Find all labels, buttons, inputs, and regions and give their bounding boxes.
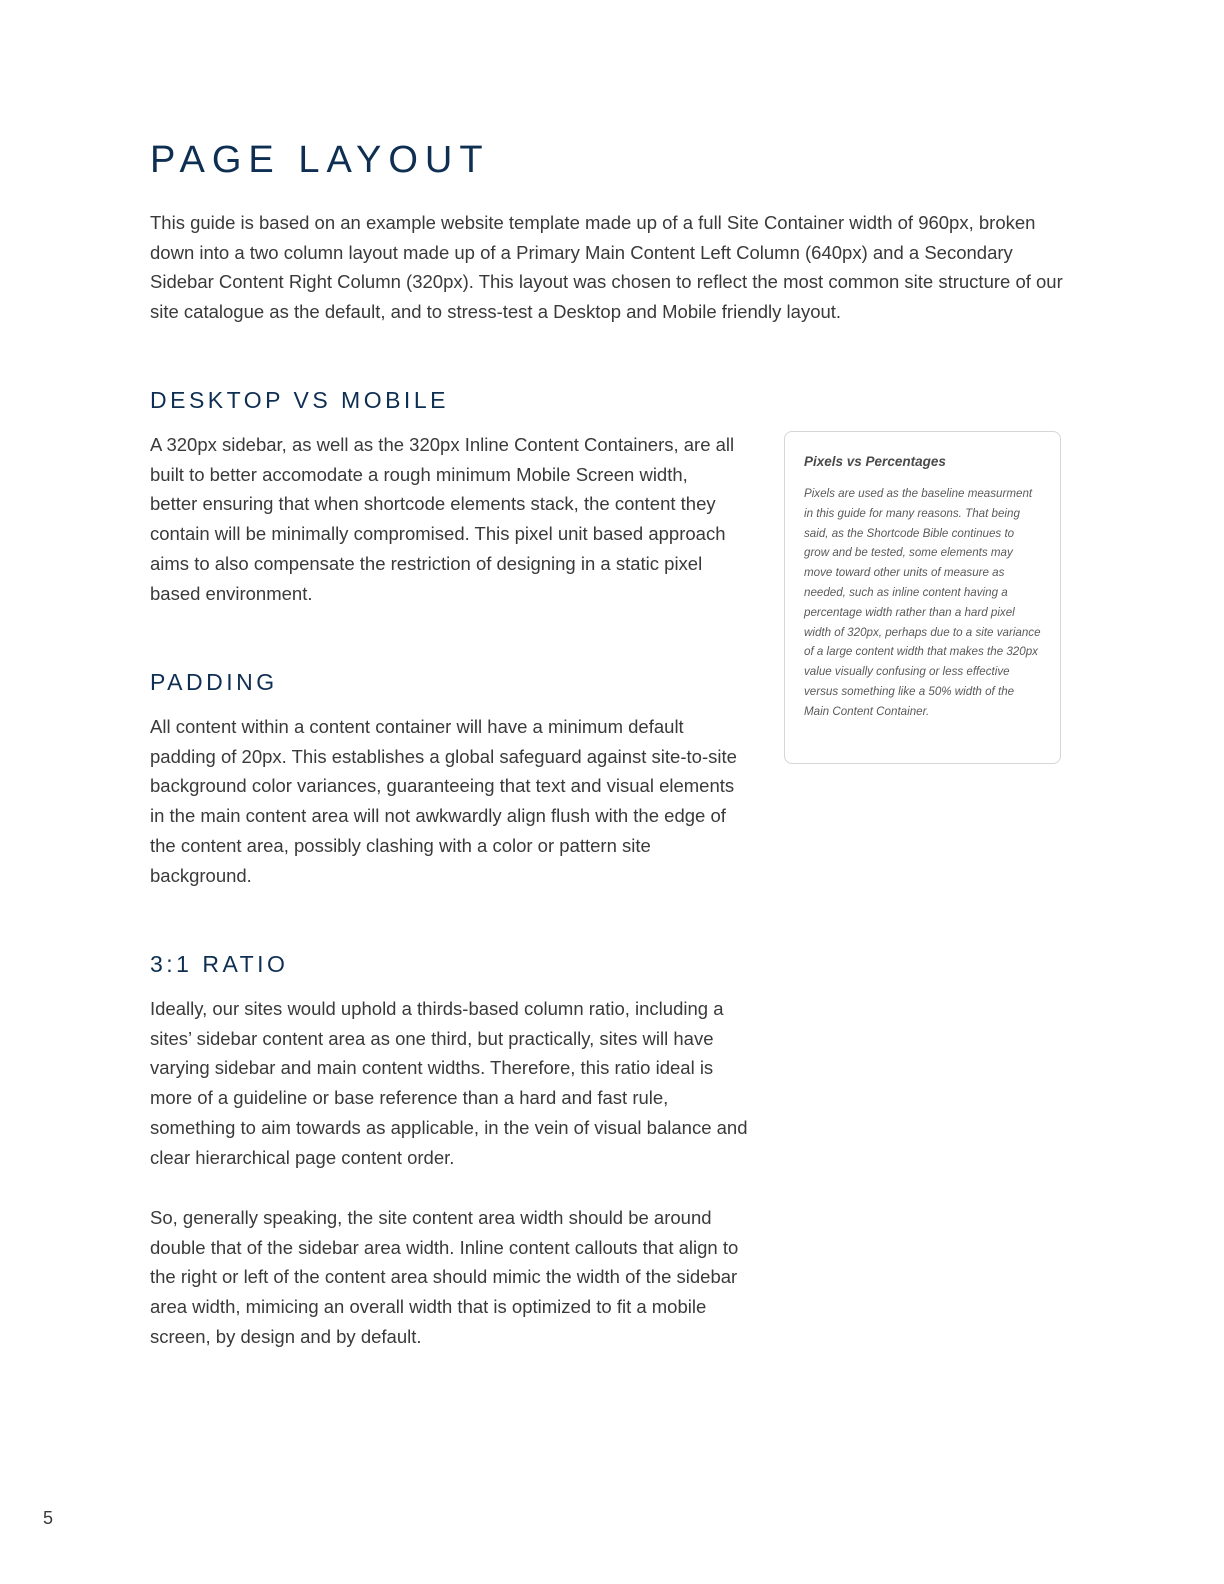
ratio-paragraph-1: Ideally, our sites would uphold a thirds-based column ratio, including a sites’ sidebar content area as one third, but practically, sites will have varying sidebar and main content widths. Therefore, this ratio ideal is more of a guideline or base reference than a hard and fast rule, something to aim towards as applicable, in the vein of visual balance and clear hierarchical page content order.	[150, 998, 748, 1168]
callout-body: Pixels are used as the baseline measurment in this guide for many reasons. That being said, as the Shortcode Bible continues to grow and be tested, some elements may move toward other units of measure as needed, such as inline content having a percentage width rather than a hard pixel width of 320px, perhaps due to a site variance of a large content width that makes the 320px value visually confusing or less effective versus something like a 50% width of the Main Content Container.	[804, 487, 1041, 718]
padding-paragraph: All content within a content container will have a minimum default padding of 20px. This establishes a global safeguard against site-to-site background color variances, guaranteeing that text and visual elements in the main content area will not awkwardly align flush with the edge of the content area, possibly clashing with a color or pattern site background.	[150, 716, 737, 886]
page-title: PAGE LAYOUT	[150, 139, 490, 181]
callout-title: Pixels vs Percentages	[804, 454, 946, 469]
pixels-vs-percentages-callout	[784, 431, 1061, 764]
page-number: 5	[43, 1508, 54, 1528]
section-heading-ratio: 3:1 RATIO	[150, 951, 289, 977]
section-heading-padding: PADDING	[150, 669, 278, 695]
desktop-vs-mobile-paragraph: A 320px sidebar, as well as the 320px Inline Content Containers, are all built to better accomodate a rough minimum Mobile Screen width, better ensuring that when shortcode elements stack, the content they contain will be minimally compromised. This pixel unit based approach aims to also compensate the restriction of designing in a static pixel based environment.	[150, 434, 735, 604]
section-heading-desktop-vs-mobile: DESKTOP VS MOBILE	[150, 387, 449, 413]
intro-paragraph: This guide is based on an example website template made up of a full Site Container width of 960px, broken down into a two column layout made up of a Primary Main Content Left Column (640px) and a Secondary Sidebar Content Right Column (320px). This layout was chosen to reflect the most common site structure of our site catalogue as the default, and to stress-test a Desktop and Mobile friendly layout.	[150, 212, 1063, 323]
ratio-paragraph-2: So, generally speaking, the site content area width should be around double that of the sidebar area width. Inline content callouts that align to the right or left of the content area should mimic the width of the sidebar area width, mimicing an overall width that is optimized to fit a mobile screen, by design and by default.	[150, 1207, 739, 1347]
